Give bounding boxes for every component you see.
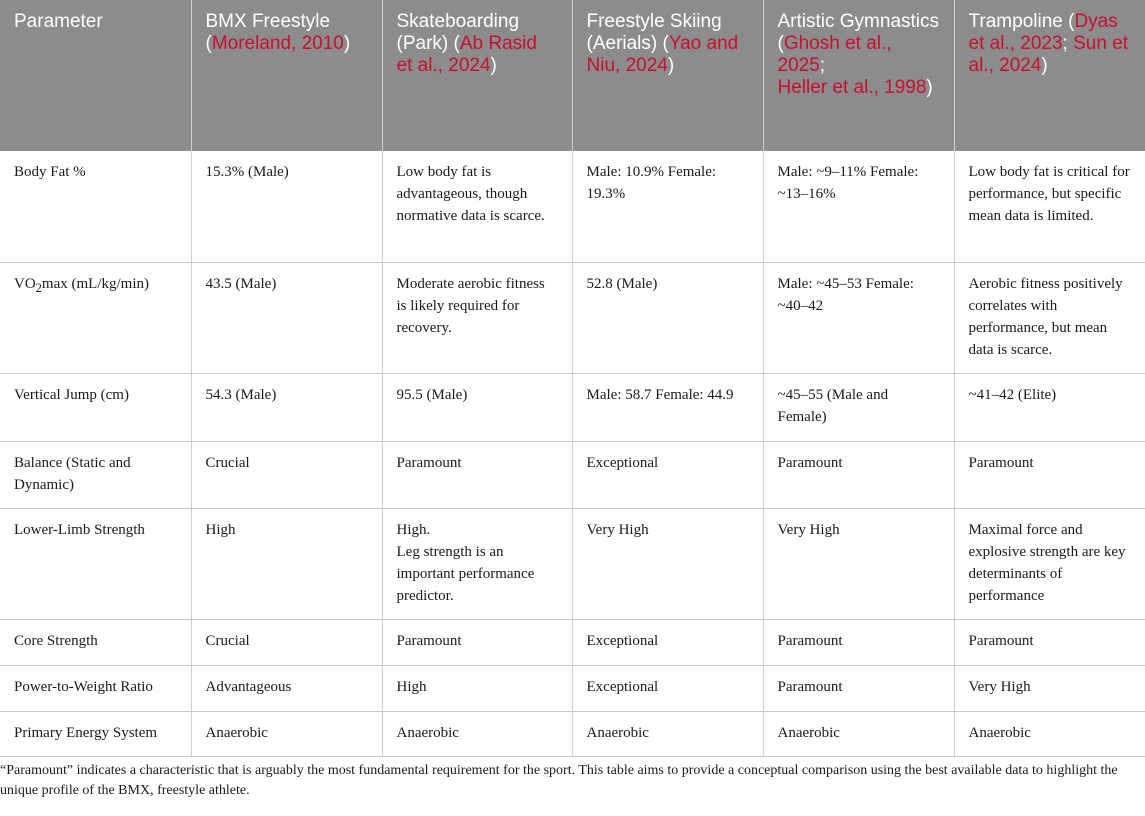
header-tramp-close: ) bbox=[1041, 55, 1048, 76]
skate-strength-line1: High. bbox=[396, 521, 431, 538]
table-row bbox=[0, 665, 1145, 711]
header-trampoline bbox=[954, 0, 1145, 151]
header-tramp-open: ( bbox=[1068, 11, 1075, 32]
header-ski-open: ( bbox=[662, 33, 669, 54]
cell-skateboarding: High bbox=[382, 665, 572, 711]
cell-parameter: Body Fat % bbox=[0, 151, 191, 262]
header-skate-label: Skateboarding (Park) bbox=[396, 11, 520, 54]
table-footnote: “Paramount” indicates a characteristic that is arguably the most fundamental requirement for the sport. This table aims to provide a conceptual comparison using the best available data to highlight the unique profile of the BMX, freestyle athlete. bbox=[0, 762, 1118, 798]
cell-skateboarding: Paramount bbox=[382, 441, 572, 508]
header-skate-open: ( bbox=[453, 33, 460, 54]
citation-link[interactable]: Sun et al., 2024 bbox=[968, 33, 1129, 76]
header-gym-label: Artistic Gymnastics bbox=[777, 11, 940, 32]
citation-link[interactable]: Moreland, 2010 bbox=[211, 33, 344, 54]
citation-link[interactable]: Ab Rasid et al., 2024 bbox=[396, 33, 537, 76]
vo2-subscript: 2 bbox=[35, 280, 42, 295]
cell-artistic-gymnastics: Very High bbox=[763, 508, 954, 619]
cell-skateboarding: Moderate aerobic fitness is likely required for recovery. bbox=[382, 262, 572, 373]
cell-parameter: Lower-Limb Strength bbox=[0, 508, 191, 619]
header-bmx-close: ) bbox=[343, 33, 351, 54]
table-row bbox=[0, 151, 1145, 262]
cell-skateboarding: Anaerobic bbox=[382, 711, 572, 756]
cell-freestyle-skiing: Very High bbox=[572, 508, 763, 619]
citation-link[interactable]: Yao and Niu, 2024 bbox=[586, 33, 739, 76]
cell-trampoline: Low body fat is critical for performance, but specific mean data is limited. bbox=[954, 151, 1145, 262]
cell-artistic-gymnastics: Paramount bbox=[763, 619, 954, 665]
cell-artistic-gymnastics: Anaerobic bbox=[763, 711, 954, 756]
cell-bmx: 54.3 (Male) bbox=[191, 373, 382, 441]
skate-strength-line2: Leg strength is an important performance predictor. bbox=[396, 543, 535, 604]
header-artistic-gymnastics bbox=[763, 0, 954, 151]
cell-parameter: Core Strength bbox=[0, 619, 191, 665]
vo2-suffix: max (mL/kg/min) bbox=[41, 275, 149, 292]
cell-bmx: Anaerobic bbox=[191, 711, 382, 756]
vo2-prefix: VO bbox=[14, 275, 36, 292]
header-freestyle-skiing bbox=[572, 0, 763, 151]
citation-link[interactable]: Heller et al., 1998 bbox=[777, 77, 927, 98]
header-bmx-label: BMX Freestyle bbox=[205, 11, 331, 32]
cell-trampoline: ~41–42 (Elite) bbox=[954, 373, 1145, 441]
cell-bmx: 15.3% (Male) bbox=[191, 151, 382, 262]
header-ski-label: Freestyle Skiing (Aerials) bbox=[586, 11, 722, 54]
header-tramp-sep: ; bbox=[1062, 33, 1074, 54]
header-parameter-label: Parameter bbox=[14, 11, 103, 32]
cell-parameter bbox=[0, 262, 191, 373]
cell-artistic-gymnastics: Male: ~9–11% Female: ~13–16% bbox=[763, 151, 954, 262]
header-parameter bbox=[0, 0, 191, 151]
cell-skateboarding: Paramount bbox=[382, 619, 572, 665]
cell-artistic-gymnastics: Paramount bbox=[763, 441, 954, 508]
cell-freestyle-skiing: 52.8 (Male) bbox=[572, 262, 763, 373]
cell-freestyle-skiing: Exceptional bbox=[572, 441, 763, 508]
header-gym-open: ( bbox=[777, 33, 784, 54]
cell-freestyle-skiing: Male: 10.9% Female: 19.3% bbox=[572, 151, 763, 262]
cell-freestyle-skiing: Male: 58.7 Female: 44.9 bbox=[572, 373, 763, 441]
cell-trampoline: Very High bbox=[954, 665, 1145, 711]
cell-parameter: Vertical Jump (cm) bbox=[0, 373, 191, 441]
cell-freestyle-skiing: Exceptional bbox=[572, 619, 763, 665]
cell-bmx: Crucial bbox=[191, 619, 382, 665]
header-tramp-label: Trampoline bbox=[968, 11, 1063, 32]
citation-link[interactable]: Dyas et al., 2023 bbox=[968, 11, 1118, 54]
table-body bbox=[0, 151, 1145, 756]
cell-trampoline: Paramount bbox=[954, 441, 1145, 508]
citation-link[interactable]: Ghosh et al., 2025 bbox=[777, 33, 892, 76]
table-row bbox=[0, 262, 1145, 373]
cell-artistic-gymnastics: ~45–55 (Male and Female) bbox=[763, 373, 954, 441]
cell-trampoline: Aerobic fitness positively correlates with performance, but mean data is scarce. bbox=[954, 262, 1145, 373]
header-gym-close: ) bbox=[926, 77, 933, 98]
table-row bbox=[0, 373, 1145, 441]
cell-artistic-gymnastics: Paramount bbox=[763, 665, 954, 711]
cell-parameter: Primary Energy System bbox=[0, 711, 191, 756]
table-row bbox=[0, 508, 1145, 619]
table-header bbox=[0, 0, 1145, 151]
table-row bbox=[0, 619, 1145, 665]
cell-skateboarding: 95.5 (Male) bbox=[382, 373, 572, 441]
cell-freestyle-skiing: Anaerobic bbox=[572, 711, 763, 756]
cell-bmx: Crucial bbox=[191, 441, 382, 508]
table-row bbox=[0, 441, 1145, 508]
cell-bmx: High bbox=[191, 508, 382, 619]
header-gym-sep: ; bbox=[819, 55, 826, 76]
cell-parameter: Balance (Static and Dynamic) bbox=[0, 441, 191, 508]
cell-parameter: Power-to-Weight Ratio bbox=[0, 665, 191, 711]
cell-skateboarding: Low body fat is advantageous, though normative data is scarce. bbox=[382, 151, 572, 262]
header-skateboarding bbox=[382, 0, 572, 151]
cell-trampoline: Maximal force and explosive strength are key determinants of performance bbox=[954, 508, 1145, 619]
table-row bbox=[0, 711, 1145, 756]
cell-freestyle-skiing: Exceptional bbox=[572, 665, 763, 711]
cell-bmx: Advantageous bbox=[191, 665, 382, 711]
header-bmx bbox=[191, 0, 382, 151]
cell-artistic-gymnastics: Male: ~45–53 Female: ~40–42 bbox=[763, 262, 954, 373]
cell-trampoline: Paramount bbox=[954, 619, 1145, 665]
header-row bbox=[0, 0, 1145, 151]
header-ski-close: ) bbox=[667, 55, 675, 76]
cell-skateboarding bbox=[382, 508, 572, 619]
cell-bmx: 43.5 (Male) bbox=[191, 262, 382, 373]
cell-trampoline: Anaerobic bbox=[954, 711, 1145, 756]
header-skate-close: ) bbox=[490, 55, 497, 76]
header-bmx-open: ( bbox=[205, 33, 212, 54]
